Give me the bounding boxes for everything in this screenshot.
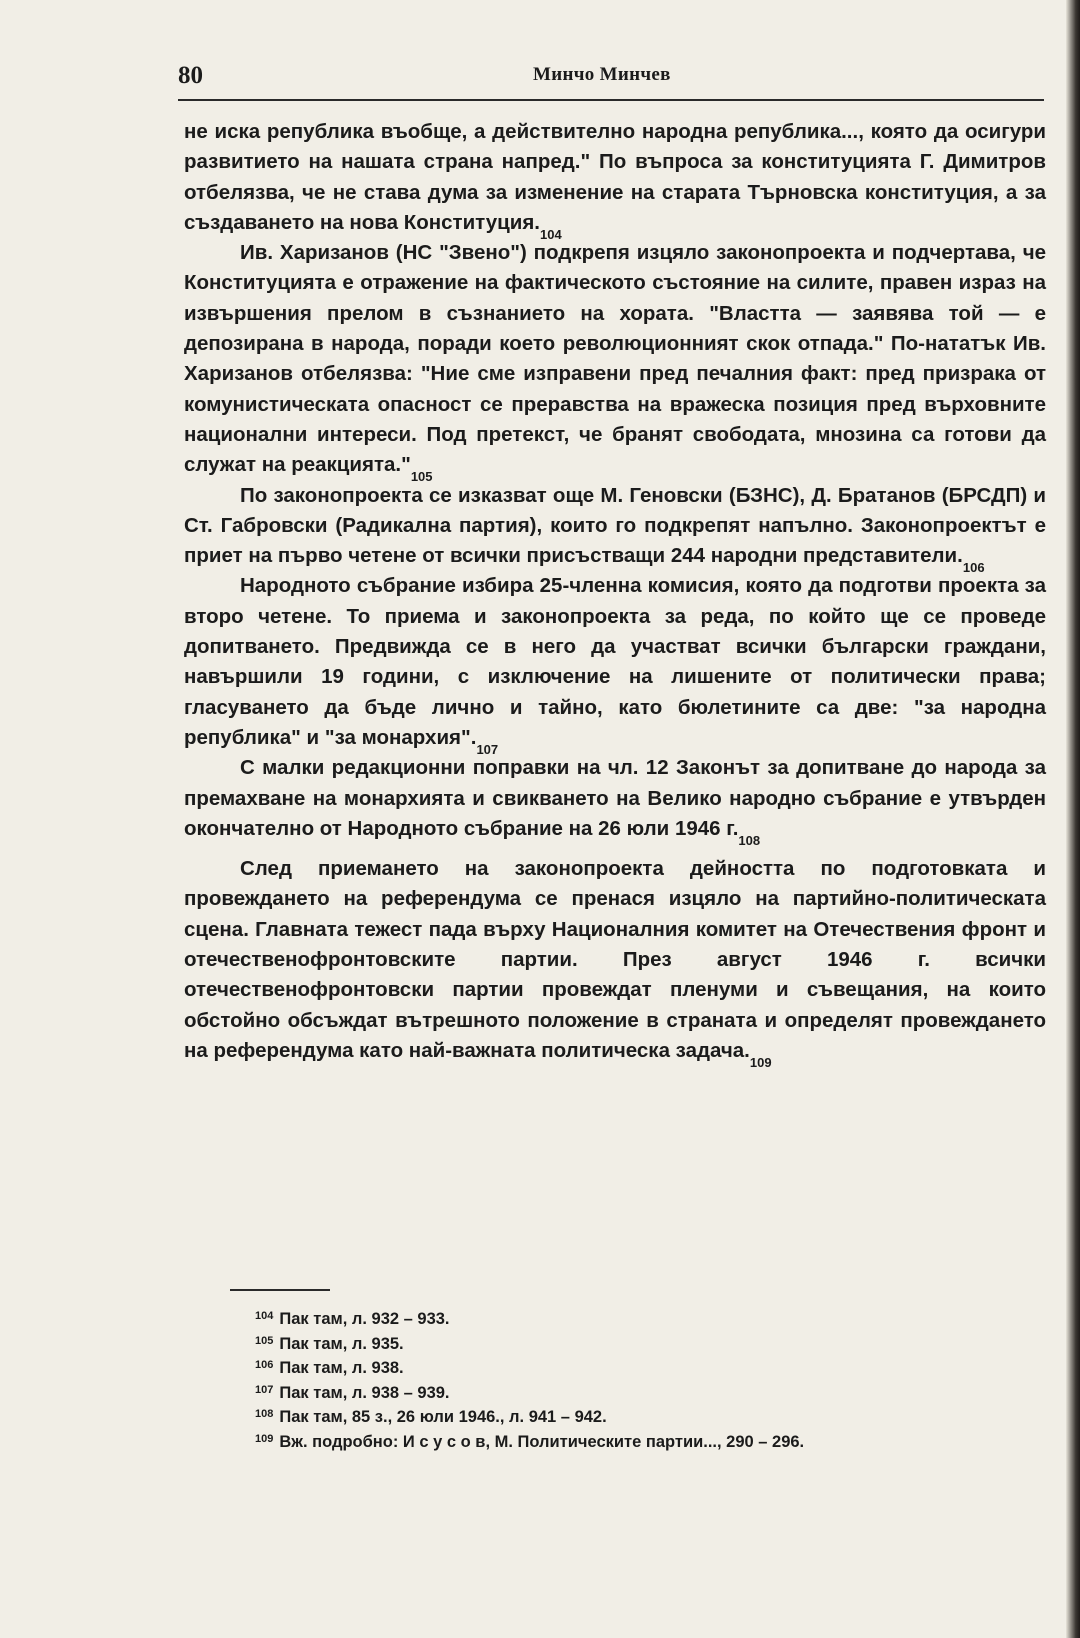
paragraph: не иска република въобще, а действително народна република..., която да осигури развитието на нашата страна напред." По въпроса за конституцията Г. Димитров отбелязва, че не става дума за изменение на старата Търновска конституция, а за създаването на нова Конституция.$^{104}$ <box>184 120 1046 242</box>
footnote-ref[interactable]: 107 <box>476 741 499 757</box>
footnote-number: 108 <box>255 1408 274 1421</box>
paragraph: Ив. Харизанов (НС "Звено") подкрепя изцяло законопроекта и подчертава, че Конституцията е отражение на фактическото състояние на силите, правен израз на извършения прелом в съзнанието на хората. "Властта — заявява той — е депозирана в народа, поради което революционният скок отпада." По-нататък Ив. Харизанов отбелязва: "Ние сме изправени пред печалния факт: пред призрака от комунистическата опасност се преравства на вражеска позиция пред върховните национални интереси. Под претекст, че бранят свободата, мнозина са готови да служат на реакцията."$^{105}$ <box>184 241 1046 485</box>
footnotes <box>255 1307 975 1455</box>
footnote-item: $^{104}$ Пак там, л. 932 – 933. <box>255 1310 450 1328</box>
running-head-author: Минчо Минчев <box>533 64 671 85</box>
footnote-number: 107 <box>255 1383 274 1396</box>
main-text <box>184 117 1046 1070</box>
footnote-ref[interactable]: 106 <box>962 560 985 576</box>
footnote-ref[interactable]: 104 <box>540 226 562 242</box>
footnote-item: $^{109}$ Вж. подробно: И с у с о в, М. Политическите партии..., 290 – 296. <box>255 1432 805 1451</box>
footnote-item: $^{108}$ Пак там, 85 з., 26 юли 1946., л. 941 – 942. <box>255 1408 607 1427</box>
footnote-ref[interactable]: 109 <box>749 1054 772 1070</box>
footnote-item: $^{105}$ Пак там, л. 935. <box>255 1334 404 1353</box>
paragraph: Народното събрание избира 25-членна комисия, която да подготви проекта за второ четене. То приема и законопроекта за реда, по който ще се проведе допитването. Предвижда се в него да участват всички български граждани, навършили 19 години, с изключение на лишените от политически права; гласуването да бъде лично и тайно, като бюлетините са две: "за народна република" и "за монархия".$^{107}$ <box>184 574 1046 757</box>
footnote-item: $^{107}$ Пак там, л. 938 – 939. <box>255 1383 450 1402</box>
header-rule <box>178 99 1044 101</box>
footnote-ref[interactable]: 108 <box>738 832 761 848</box>
footnote-ref[interactable]: 105 <box>410 469 433 485</box>
footnote-number: 104 <box>255 1310 274 1322</box>
paragraph: След приемането на законопроекта дейността по подготовката и провеждането на референдума се пренася изцяло на партийно-политическата сцена. Главната тежест пада върху Националния комитет на Отечествения фронт и отечественофронтовските партии. През август 1946 г. всички отечественофронтовски партии провеждат пленуми и съвещания, на които обстойно обсъждат вътрешното положение в страната и определят провеждането на референдума като най-важната политическа задача.$^{109}$ <box>184 857 1046 1070</box>
page-edge-shadow <box>1066 0 1080 1638</box>
page-header <box>178 58 1046 98</box>
footnote-number: 109 <box>255 1432 274 1445</box>
footnote-number: 105 <box>255 1334 274 1347</box>
footnote-number: 106 <box>255 1359 274 1372</box>
footnote-item: $^{106}$ Пак там, л. 938. <box>255 1359 404 1378</box>
paragraph-gap <box>184 844 1046 854</box>
footnote-separator <box>230 1289 330 1291</box>
paragraph: По законопроекта се изказват още М. Геновски (БЗНС), Д. Братанов (БРСДП) и Ст. Габровски (Радикална партия), които го подкрепят напълно. Законопроектът е приет на първо четене от всички присъстващи 244 народни представители.$^{106}$ <box>184 483 1046 576</box>
paragraph: С малки редакционни поправки на чл. 12 Законът за допитване до народа за премахване на монархията и свикването на Велико народно събрание е утвърден окончателно от Народното събрание на 26 юли 1946 г.$^{108}$ <box>184 756 1046 848</box>
page-number: 80 <box>178 62 203 89</box>
